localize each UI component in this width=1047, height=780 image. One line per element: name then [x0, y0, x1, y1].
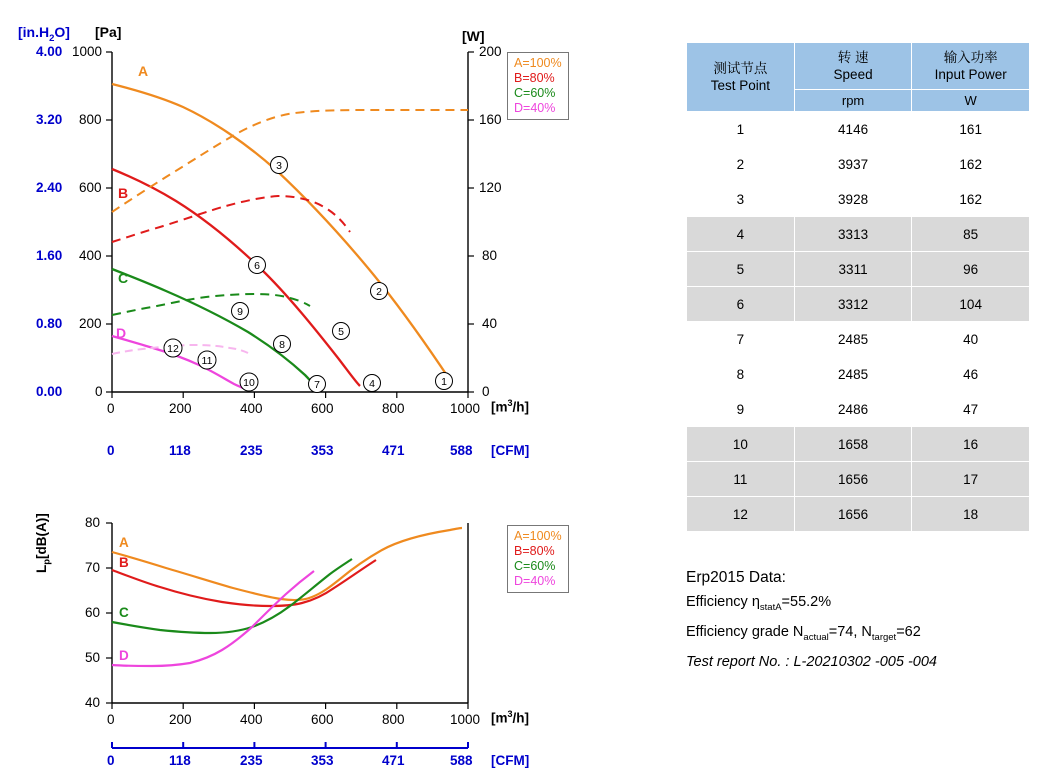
noise-cfm-tick-5: 588 [450, 753, 473, 768]
noise-y-tick-2: 60 [85, 605, 101, 620]
cell-speed: 3928 [794, 182, 912, 217]
erp-efficiency-grade: Efficiency grade $N_{actual}=74$, $N_{target}=62$ [686, 623, 921, 643]
cell-power: 104 [912, 287, 1030, 322]
table-body [687, 112, 1030, 532]
cell-speed: 1656 [794, 462, 912, 497]
y-left-pa-4: 200 [79, 316, 102, 331]
header-speed-cn: 转 速 [837, 50, 869, 65]
y-left-pa-5: 0 [95, 384, 103, 399]
cell-point: 12 [687, 497, 795, 532]
x-tick-5: 1000 [450, 401, 481, 416]
noise-y-axis-title: $L_p[dB(A)]$ [34, 513, 53, 573]
cell-power: 18 [912, 497, 1030, 532]
x-axis-unit: $[m^3/h]$ [491, 398, 530, 415]
x-tick-1: 200 [169, 401, 192, 416]
header-power-cn: 输入功率 [943, 50, 998, 65]
y-left-in-5: 0.00 [36, 384, 63, 399]
y-left-pa-1: 800 [79, 112, 102, 127]
y-right-w-4: 40 [482, 316, 498, 331]
table-row [687, 322, 1030, 357]
cell-speed: 4146 [794, 112, 912, 147]
noise-legend-item-c: C=60% [514, 559, 556, 573]
header-power [912, 43, 1030, 90]
noise-cfm-tick-4: 471 [382, 753, 405, 768]
noise-y-tick-1: 70 [85, 560, 101, 575]
noise-cfm-tick-2: 235 [240, 753, 263, 768]
erp-data-block [686, 565, 1036, 675]
y-right-w-0: 200 [479, 44, 502, 59]
cell-point: 5 [687, 252, 795, 287]
cfm-tick-4: 471 [382, 443, 405, 458]
erp-title: Erp2015 Data: [686, 569, 786, 586]
noise-cfm-tick-0: 0 [107, 753, 115, 768]
y-right-w-2: 120 [479, 180, 502, 195]
svg-text:1: 1 [441, 376, 447, 388]
test-point-table [686, 42, 1030, 532]
legend-item-b: B=80% [514, 71, 555, 85]
svg-text:B: B [119, 555, 129, 570]
noise-cfm-tick-3: 353 [311, 753, 334, 768]
left-axis-unit-pa: [Pa] [95, 24, 122, 40]
y-left-in-0: 4.00 [36, 44, 63, 59]
noise-y-tick-4: 40 [85, 695, 101, 710]
cell-point: 10 [687, 427, 795, 462]
svg-text:9: 9 [237, 306, 243, 318]
svg-text:8: 8 [279, 339, 285, 351]
x-tick-3: 600 [311, 401, 334, 416]
noise-x-tick-0: 0 [107, 712, 115, 727]
svg-text:4: 4 [369, 378, 375, 390]
noise-y-tick-3: 50 [85, 650, 101, 665]
cell-power: 40 [912, 322, 1030, 357]
x-tick-2: 400 [240, 401, 263, 416]
y-left-pa-0: 1000 [72, 44, 103, 59]
y-left-pa-3: 400 [79, 248, 102, 263]
unit-power: W [912, 90, 1030, 112]
table-head [687, 43, 1030, 112]
cell-point: 1 [687, 112, 795, 147]
cell-power: 16 [912, 427, 1030, 462]
unit-speed: rpm [794, 90, 912, 112]
erp-test-report: Test report No. : L-20210302 -005 -004 [686, 653, 937, 670]
table-row [687, 287, 1030, 322]
svg-text:6: 6 [254, 260, 260, 272]
header-test-point-en: Test Point [710, 78, 771, 93]
cell-point: 2 [687, 147, 795, 182]
svg-text:D: D [116, 325, 127, 341]
cell-power: 162 [912, 182, 1030, 217]
header-test-point-cn: 测试节点 [713, 61, 768, 76]
cell-speed: 2485 [794, 322, 912, 357]
y-left-in-2: 2.40 [36, 180, 63, 195]
y-right-w-3: 80 [482, 248, 498, 263]
cell-speed: 3937 [794, 147, 912, 182]
svg-text:C: C [119, 605, 129, 620]
svg-text:12: 12 [167, 343, 179, 355]
noise-legend-item-d: D=40% [514, 574, 556, 588]
svg-text:3: 3 [276, 160, 282, 172]
y-left-in-3: 1.60 [36, 248, 63, 263]
svg-text:7: 7 [314, 379, 320, 391]
performance-legend [507, 52, 569, 120]
cell-speed: 2486 [794, 392, 912, 427]
right-axis-unit-w: [W] [462, 28, 485, 44]
svg-text:A: A [138, 63, 149, 79]
legend-item-c: C=60% [514, 86, 556, 100]
noise-x-tick-2: 400 [240, 712, 263, 727]
svg-text:5: 5 [338, 326, 344, 338]
y-left-pa-2: 600 [79, 180, 102, 195]
y-left-in-1: 3.20 [36, 112, 63, 127]
cell-power: 46 [912, 357, 1030, 392]
x-tick-0: 0 [107, 401, 115, 416]
noise-y-tick-0: 80 [85, 515, 101, 530]
cell-point: 9 [687, 392, 795, 427]
noise-x-tick-3: 600 [311, 712, 334, 727]
erp-efficiency: Efficiency $\eta_{statA}=55.2\%$ [686, 594, 832, 613]
legend-item-d: D=40% [514, 101, 556, 115]
cell-point: 3 [687, 182, 795, 217]
table-row [687, 357, 1030, 392]
table-row [687, 217, 1030, 252]
y-right-w-5: 0 [482, 384, 490, 399]
noise-legend-item-a: A=100% [514, 529, 562, 543]
cell-point: 4 [687, 217, 795, 252]
noise-chart [0, 505, 620, 775]
x-tick-4: 800 [382, 401, 405, 416]
cell-power: 17 [912, 462, 1030, 497]
y-right-w-1: 160 [479, 112, 502, 127]
cell-speed: 1656 [794, 497, 912, 532]
cell-speed: 3313 [794, 217, 912, 252]
noise-legend-item-b: B=80% [514, 544, 555, 558]
noise-cfm-axis-label: [CFM] [491, 753, 530, 768]
svg-text:11: 11 [201, 355, 213, 367]
cell-power: 85 [912, 217, 1030, 252]
svg-text:C: C [118, 270, 129, 286]
svg-text:2: 2 [376, 286, 382, 298]
header-speed [794, 43, 912, 90]
noise-x-tick-1: 200 [169, 712, 192, 727]
table-row [687, 497, 1030, 532]
cell-speed: 3311 [794, 252, 912, 287]
cfm-tick-2: 235 [240, 443, 263, 458]
svg-text:A: A [119, 535, 129, 550]
noise-x-tick-4: 800 [382, 712, 405, 727]
header-speed-en: Speed [833, 67, 873, 82]
table-row [687, 252, 1030, 287]
header-power-en: Input Power [934, 67, 1007, 82]
cfm-axis-label: [CFM] [491, 443, 530, 458]
cell-point: 8 [687, 357, 795, 392]
cell-speed: 2485 [794, 357, 912, 392]
cfm-tick-1: 118 [169, 443, 191, 458]
cell-speed: 3312 [794, 287, 912, 322]
table-header-row [687, 43, 1030, 90]
cell-point: 6 [687, 287, 795, 322]
table-row [687, 462, 1030, 497]
noise-legend [507, 525, 569, 593]
cell-power: 161 [912, 112, 1030, 147]
svg-text:D: D [119, 648, 129, 663]
cell-point: 11 [687, 462, 795, 497]
table-row [687, 147, 1030, 182]
table-row [687, 427, 1030, 462]
noise-cfm-tick-1: 118 [169, 753, 191, 768]
noise-x-tick-5: 1000 [450, 712, 481, 727]
cell-power: 47 [912, 392, 1030, 427]
performance-chart [0, 0, 620, 458]
table-row [687, 392, 1030, 427]
svg-text:10: 10 [243, 377, 255, 389]
table-row [687, 112, 1030, 147]
header-test-point [687, 43, 795, 112]
cfm-tick-0: 0 [107, 443, 115, 458]
cfm-tick-3: 353 [311, 443, 334, 458]
legend-item-a: A=100% [514, 56, 562, 70]
svg-text:B: B [118, 185, 129, 201]
cell-power: 162 [912, 147, 1030, 182]
left-axis-unit-inh2o: $[in.H_2O]$ [18, 24, 70, 44]
cell-point: 7 [687, 322, 795, 357]
table-row [687, 182, 1030, 217]
y-left-in-4: 0.80 [36, 316, 63, 331]
cell-speed: 1658 [794, 427, 912, 462]
noise-x-axis-unit: $[m^3/h]$ [491, 709, 530, 726]
cfm-tick-5: 588 [450, 443, 473, 458]
cell-power: 96 [912, 252, 1030, 287]
